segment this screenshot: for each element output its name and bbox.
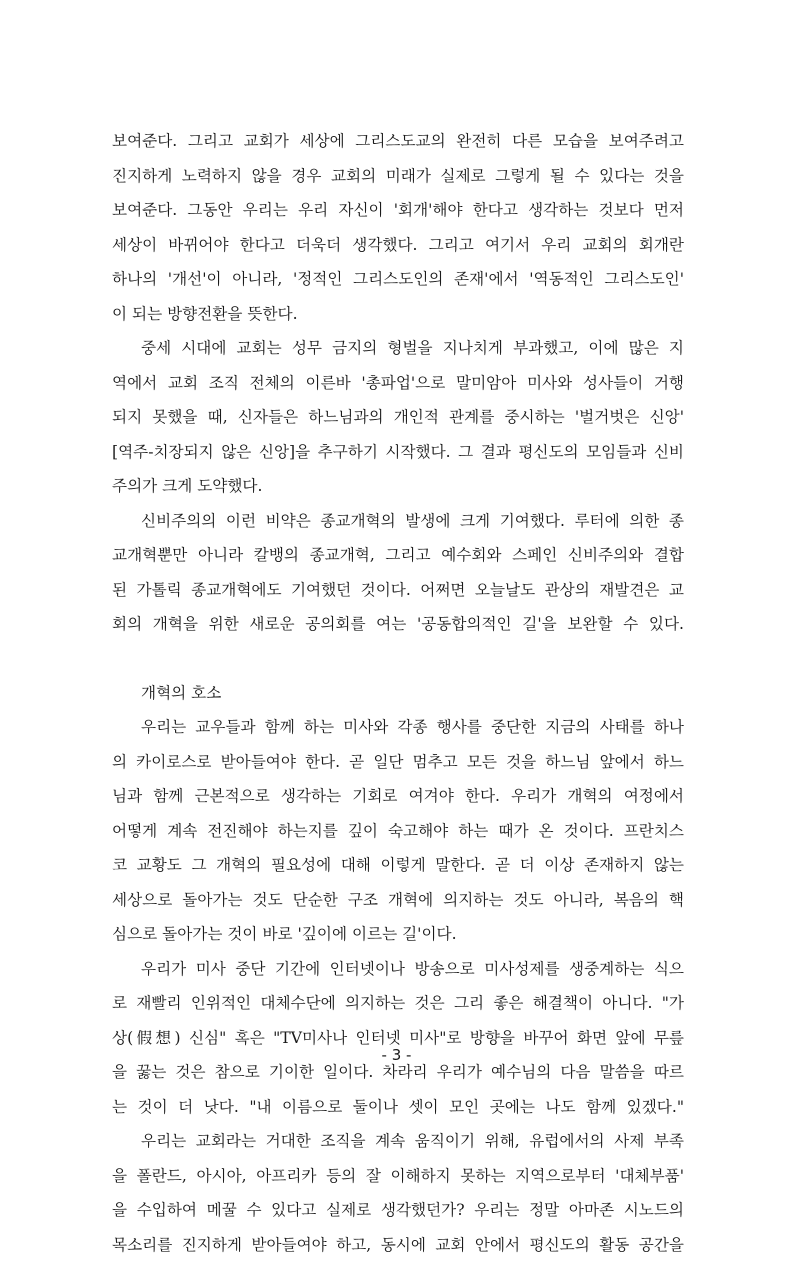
text-line: 교개혁뿐만 아니라 칼뱅의 종교개혁, 그리고 예수회와 스페인 신비주의와 결합: [112, 538, 684, 573]
text-line: 상(假想) 신심" 혹은 "TV미사나 인터넷 미사"로 방향을 바꾸어 화면 앞에 무릎: [112, 1021, 684, 1056]
text-line: 주의가 크게 도약했다.: [112, 469, 684, 504]
text-line: 어떻게 계속 전진해야 하는지를 깊이 숙고해야 하는 때가 온 것이다. 프란치스: [112, 814, 684, 849]
text-line: [역주-치장되지 않은 신앙]을 추구하기 시작했다. 그 결과 평신도의 모임들과 신비: [112, 435, 684, 470]
text-line: 세상이 바뀌어야 한다고 더욱더 생각했다. 그리고 여기서 우리 교회의 회개란: [112, 228, 684, 263]
paragraph-3: [112, 504, 684, 642]
text-line: 는 것이 더 낫다. "내 이름으로 둘이나 셋이 모인 곳에는 나도 함께 있겠다.": [112, 1090, 684, 1125]
text-line: 보여준다. 그리고 교회가 세상에 그리스도교의 완전히 다른 모습을 보여주려고: [112, 124, 684, 159]
text-line: 을 폴란드, 아시아, 아프리카 등의 잘 이해하지 못하는 지역으로부터 '대체부품': [112, 1159, 684, 1194]
text-line: 심으로 돌아가는 것이 바로 '깊이에 이르는 길'이다.: [112, 917, 684, 952]
text-line: 신비주의의 이런 비약은 종교개혁의 발생에 크게 기여했다. 루터에 의한 종: [112, 504, 684, 539]
text-line: 된 가톨릭 종교개혁에도 기여했던 것이다. 어쩌면 오늘날도 관상의 재발견은 교: [112, 573, 684, 608]
paragraph-1: [112, 124, 684, 331]
text-line: 중세 시대에 교회는 성무 금지의 형벌을 지나치게 부과했고, 이에 많은 지: [112, 331, 684, 366]
text-line: 을 꿇는 것은 참으로 기이한 일이다. 차라리 우리가 예수님의 다음 말씀을 따르: [112, 1055, 684, 1090]
text-line: 역에서 교회 조직 전체의 이른바 '총파업'으로 말미암아 미사와 성사들이 거행: [112, 366, 684, 401]
text-line: 을 수입하여 메꿀 수 있다고 실제로 생각했던가? 우리는 정말 아마존 시노드의: [112, 1193, 684, 1228]
text-line: 하나의 '개선'이 아니라, '정적인 그리스도인의 존재'에서 '역동적인 그리스도인': [112, 262, 684, 297]
text-line: 님과 함께 근본적으로 생각하는 기회로 여겨야 한다. 우리가 개혁의 여정에서: [112, 779, 684, 814]
text-line: 코 교황도 그 개혁의 필요성에 대해 이렇게 말한다. 곧 더 이상 존재하지 않는: [112, 848, 684, 883]
paragraph-4: [112, 710, 684, 952]
paragraph-6: [112, 1124, 684, 1262]
text-line: 우리가 미사 중단 기간에 인터넷이나 방송으로 미사성제를 생중계하는 식으: [112, 952, 684, 987]
text-line: 목소리를 진지하게 받아들여야 하고, 동시에 교회 안에서 평신도의 활동 공간을: [112, 1228, 684, 1262]
section-heading: 개혁의 호소: [112, 676, 684, 711]
text-line: 회의 개혁을 위한 새로운 공의회를 여는 '공동합의적인 길'을 보완할 수 있다.: [112, 607, 684, 642]
text-line: 이 되는 방향전환을 뜻한다.: [112, 297, 684, 332]
text-line: 우리는 교우들과 함께 하는 미사와 각종 행사를 중단한 지금의 사태를 하나: [112, 710, 684, 745]
text-line: 진지하게 노력하지 않을 경우 교회의 미래가 실제로 그렇게 될 수 있다는 것을: [112, 159, 684, 194]
text-line: 세상으로 돌아가는 것도 단순한 구조 개혁에 의지하는 것도 아니라, 복음의 핵: [112, 883, 684, 918]
paragraph-2: [112, 331, 684, 504]
page-number: - 3 -: [0, 1046, 793, 1064]
text-line: 우리는 교회라는 거대한 조직을 계속 움직이기 위해, 유럽에서의 사제 부족: [112, 1124, 684, 1159]
text-line: 의 카이로스로 받아들여야 한다. 곧 일단 멈추고 모든 것을 하느님 앞에서 하느: [112, 745, 684, 780]
section-spacer: [112, 642, 684, 676]
text-line: 보여준다. 그동안 우리는 우리 자신이 '회개'해야 한다고 생각하는 것보다 먼저: [112, 193, 684, 228]
paragraph-5: [112, 952, 684, 1125]
document-body: [112, 124, 684, 1262]
text-line: 로 재빨리 인위적인 대체수단에 의지하는 것은 그리 좋은 해결책이 아니다. "가: [112, 986, 684, 1021]
text-line: 되지 못했을 때, 신자들은 하느님과의 개인적 관계를 중시하는 '벌거벗은 신앙': [112, 400, 684, 435]
